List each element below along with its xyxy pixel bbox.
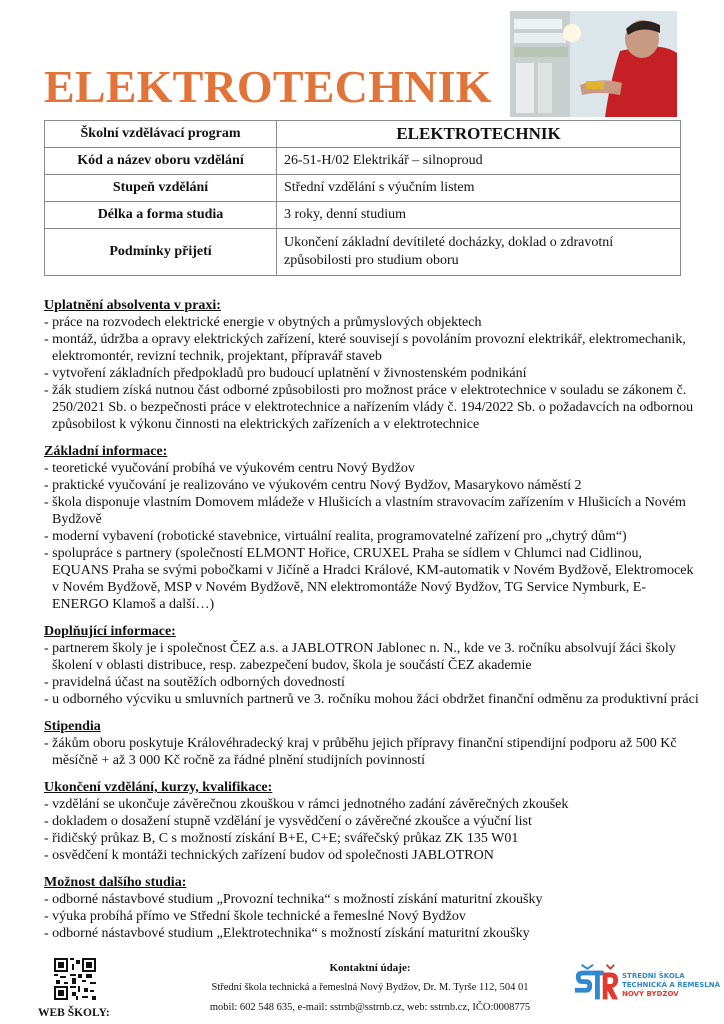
school-logo-text bbox=[622, 972, 720, 999]
table-row bbox=[45, 148, 681, 175]
list-item: - partnerem školy je i společnost ČEZ a.s. a JABLOTRON Jablonec n. N., kde ve 3. ročníku absolvují žáci školy školení v oblasti distribuce, resp. zabezpečení budov, škola je součástí ČEZ akademie bbox=[44, 640, 699, 674]
photo-illustration bbox=[510, 11, 677, 117]
list-item: - řidičský průkaz B, C s možností získání B+E, C+E; svářečský průkaz ZK 135 W01 bbox=[44, 830, 699, 847]
section-heading: Uplatnění absolventa v praxi: bbox=[44, 298, 221, 313]
page-title: ELEKTROTECHNIK bbox=[44, 61, 492, 112]
row-value: Střední vzdělání s výučním listem bbox=[277, 175, 681, 202]
list-item: - vytvoření základních předpokladů pro budoucí uplatnění v živnostenském podnikání bbox=[44, 365, 699, 382]
row-key: Kód a název oboru vzdělání bbox=[45, 148, 277, 175]
section-dalsi-studium bbox=[44, 874, 699, 942]
qr-label: WEB ŠKOLY: bbox=[38, 1007, 110, 1019]
list-item: - výuka probíhá přímo ve Střední škole technické a řemeslné Nový Bydžov bbox=[44, 908, 699, 925]
content-sections bbox=[44, 297, 699, 952]
section-heading: Stipendia bbox=[44, 719, 101, 734]
logo-line1: STŘEDNÍ ŠKOLA bbox=[622, 972, 685, 980]
table-row bbox=[45, 121, 681, 148]
qr-code-icon bbox=[54, 958, 96, 1000]
row-key: Podmínky přijetí bbox=[45, 229, 277, 276]
bullet-list bbox=[44, 460, 699, 613]
list-item: - u odborného výcviku u smluvních partnerů ve 3. ročníku mohou žáci obdržet finanční odměnu za produktivní práci bbox=[44, 691, 699, 708]
program-info-table bbox=[44, 120, 681, 276]
footer bbox=[0, 954, 724, 1024]
section-heading: Ukončení vzdělání, kurzy, kvalifikace: bbox=[44, 780, 273, 795]
school-logo bbox=[572, 962, 722, 1012]
list-item: - žákům oboru poskytuje Královéhradecký kraj v průběhu jejich přípravy finanční stipendijní podporu až 500 Kč měsíčně + až 3 000 Kč ročně za řádné plnění studijních povinností bbox=[44, 735, 699, 769]
logo-line3: NOVÝ BYDŽOV bbox=[622, 990, 679, 998]
row-key: Stupeň vzdělání bbox=[45, 175, 277, 202]
list-item: - osvědčení k montáži technických zařízení budov od společnosti JABLOTRON bbox=[44, 847, 699, 864]
table-row bbox=[45, 229, 681, 276]
section-uplatneni bbox=[44, 297, 699, 433]
section-stipendia bbox=[44, 718, 699, 769]
list-item: - odborné nástavbové studium „Elektrotechnika“ s možností získání maturitní zkoušky bbox=[44, 925, 699, 942]
list-item: - dokladem o dosažení stupně vzdělání je vysvědčení o závěrečné zkoušce a výuční list bbox=[44, 813, 699, 830]
contact-heading: Kontaktní údaje: bbox=[329, 962, 411, 974]
section-doplnujici-informace bbox=[44, 623, 699, 708]
list-item: - spolupráce s partnery (společností ELMONT Hořice, CRUXEL Praha se sídlem v Chlumci nad Cidlinou, EQUANS Praha se svými pobočkami v Jičíně a Hradci Králové, KM-automatik v Novém Bydžově, Elektromocek v Novém Bydžově, MSP v Novém Bydžově, NN elektromontáže Nový Bydžov, TG Service Nymburk, E-ENERGO Klamoš a další…) bbox=[44, 545, 699, 613]
contact-address: Střední škola technická a řemeslná Nový Bydžov, Dr. M. Tyrše 112, 504 01 bbox=[211, 982, 529, 993]
list-item: - praktické vyučování je realizováno ve výukovém centru Nový Bydžov, Masarykovo náměstí 2 bbox=[44, 477, 699, 494]
row-key: Délka a forma studia bbox=[45, 202, 277, 229]
list-item: - montáž, údržba a opravy elektrických zařízení, které souvisejí s povoláním provozní elektrikář, elektromechanik, elektromontér, revizní technik, projektant, přípravář staveb bbox=[44, 331, 699, 365]
section-heading: Možnost dalšího studia: bbox=[44, 875, 187, 890]
table-row bbox=[45, 175, 681, 202]
list-item: - žák studiem získá nutnou část odborné způsobilosti pro možnost práce v elektrotechnice v souladu se zákonem č. 250/2021 Sb. o bezpečnosti práce v elektrotechnice a nařízením vlády č. 194/2022 Sb. o požadavcích na odbornou způsobilost k výkonu činnosti na elektrických zařízeních a v elektrotechnice bbox=[44, 382, 699, 433]
list-item: - pravidelná účast na soutěžích odborných dovedností bbox=[44, 674, 699, 691]
bullet-list bbox=[44, 796, 699, 864]
row-value: 3 roky, denní studium bbox=[277, 202, 681, 229]
qr-code[interactable] bbox=[54, 958, 96, 1000]
section-heading: Základní informace: bbox=[44, 444, 168, 459]
table-row bbox=[45, 202, 681, 229]
bullet-list bbox=[44, 314, 699, 433]
row-value: 26-51-H/02 Elektrikář – silnoproud bbox=[277, 148, 681, 175]
section-heading: Doplňující informace: bbox=[44, 624, 176, 639]
electrician-photo bbox=[510, 11, 677, 117]
list-item: - vzdělání se ukončuje závěrečnou zkouškou v rámci jednotného zadání závěrečných zkoušek bbox=[44, 796, 699, 813]
list-item: - škola disponuje vlastním Domovem mládeže v Hlušicích a vlastním stravovacím zařízením v Hlušicích a Novém Bydžově bbox=[44, 494, 699, 528]
list-item: - odborné nástavbové studium „Provozní technika“ s možností získání maturitní zkoušky bbox=[44, 891, 699, 908]
school-logo-mark bbox=[572, 962, 620, 1008]
bullet-list bbox=[44, 891, 699, 942]
row-value: Ukončení základní devítileté docházky, doklad o zdravotní způsobilosti pro studium oboru bbox=[277, 229, 681, 276]
list-item: - práce na rozvodech elektrické energie v obytných a průmyslových objektech bbox=[44, 314, 699, 331]
row-key: Školní vzdělávací program bbox=[45, 121, 277, 148]
section-ukonceni-vzdelani bbox=[44, 779, 699, 864]
bullet-list bbox=[44, 735, 699, 769]
row-value: ELEKTROTECHNIK bbox=[277, 121, 681, 148]
bullet-list bbox=[44, 640, 699, 708]
list-item: - teoretické vyučování probíhá ve výukovém centru Nový Bydžov bbox=[44, 460, 699, 477]
section-zakladni-informace bbox=[44, 443, 699, 613]
logo-line2: TECHNICKÁ A ŘEMESLNÁ bbox=[622, 981, 720, 989]
list-item: - moderní vybavení (robotické stavebnice, virtuální realita, programovatelné zařízení pro „chytrý dům“) bbox=[44, 528, 699, 545]
contact-info bbox=[170, 958, 570, 1018]
contact-details: mobil: 602 548 635, e-mail: sstrnb@sstrnb.cz, web: sstrnb.cz, IČO:0008775 bbox=[209, 1002, 531, 1013]
